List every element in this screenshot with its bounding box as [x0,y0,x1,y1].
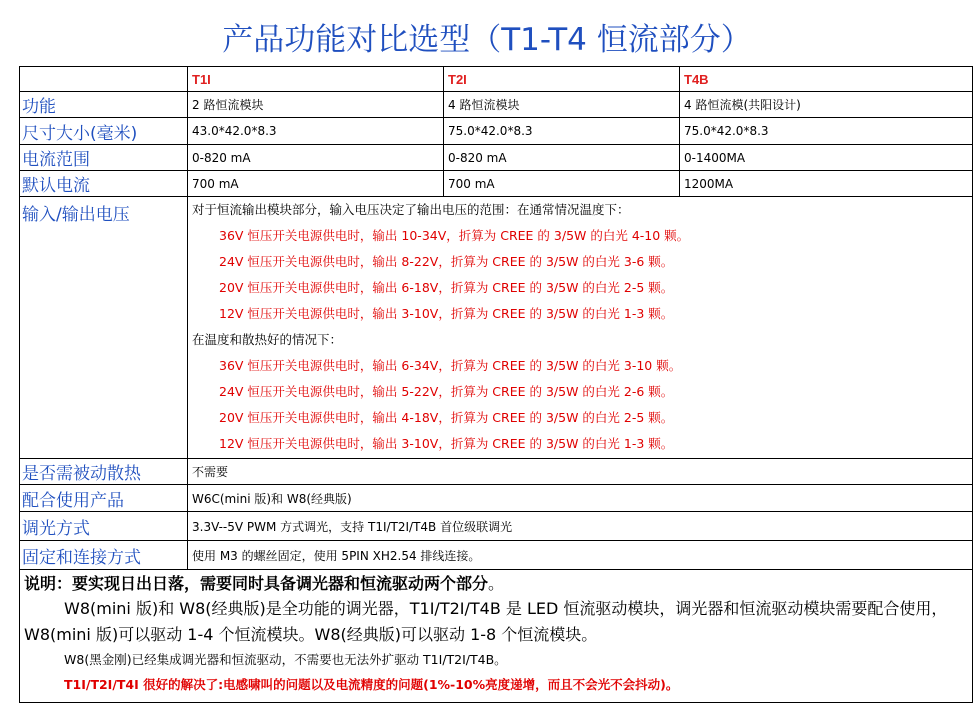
row-label: 默认电流 [20,171,188,197]
cell: 4 路恒流模块 [444,92,680,118]
row-label: 功能 [20,92,188,118]
cell: 不需要 [188,459,973,485]
voltage-line: 20V 恒压开关电源供电时，输出 4-18V，折算为 CREE 的 3/5W 的白光 2-5 颗。 [219,410,674,425]
table-row [20,485,973,512]
note-paragraph-3: T1I/T2I/T4I 很好的解决了:电感啸叫的问题以及电流精度的问题(1%-10%亮度递增，而且不会光不会抖动)。 [64,677,679,692]
cell: 3.3V--5V PWM 方式调光，支持 T1I/T2I/T4B 首位级联调光 [188,512,973,541]
row-label: 输入/输出电压 [20,197,188,459]
voltage-line: 36V 恒压开关电源供电时，输出 10-34V，折算为 CREE 的 3/5W 的白光 4-10 颗。 [219,228,690,243]
note-heading-bold: 说明：要实现日出日落，需要同时具备调光器和恒流驱动两个部分 [24,574,489,593]
row-label: 配合使用产品 [20,485,188,512]
note-paragraph-2: W8(黑金刚)已经集成调光器和恒流驱动，不需要也无法外扩驱动 T1I/T2I/T4B。 [64,652,507,667]
cell: 4 路恒流模(共阳设计) [680,92,973,118]
note-heading [24,572,968,596]
voltage-line: 12V 恒压开关电源供电时，输出 3-10V，折算为 CREE 的 3/5W 的白光 1-3 颗。 [219,436,674,451]
table-row [20,459,973,485]
cell: 700 mA [444,171,680,197]
table-row [20,145,973,171]
header-empty [20,67,188,92]
row-label: 尺寸大小(毫米) [20,118,188,145]
page-title: 产品功能对比选型（T1-T4 恒流部分） [222,22,752,58]
cell: 0-1400MA [680,145,973,171]
table-header-row [20,67,973,92]
note-paragraph-1: W8(mini 版)和 W8(经典版)是全功能的调光器，T1I/T2I/T4B 是 LED 恒流驱动模块，调光器和恒流驱动模块需要配合使用，W8(mini 版)可以驱动 1-4 个恒流模块。W8(经典版)可以驱动 1-8 个恒流模块。 [24,599,948,644]
cell: 75.0*42.0*8.3 [444,118,680,145]
voltage-line: 24V 恒压开关电源供电时，输出 8-22V，折算为 CREE 的 3/5W 的白光 3-6 颗。 [219,254,674,269]
voltage-content [188,197,973,459]
cell: W6C(mini 版)和 W8(经典版) [188,485,973,512]
row-label: 固定和连接方式 [20,541,188,570]
header-t4b: T4B [680,67,973,92]
table-row [20,92,973,118]
table-row [20,118,973,145]
comparison-table [19,66,973,703]
voltage-intro: 对于恒流输出模块部分，输入电压决定了输出电压的范围：在通常情况温度下： [192,202,630,217]
voltage-line: 12V 恒压开关电源供电时，输出 3-10V，折算为 CREE 的 3/5W 的白光 1-3 颗。 [219,306,674,321]
header-t1i: T1I [188,67,444,92]
voltage-line: 20V 恒压开关电源供电时，输出 6-18V，折算为 CREE 的 3/5W 的白光 2-5 颗。 [219,280,674,295]
note-row [20,570,973,703]
cell: 700 mA [188,171,444,197]
note-cell [20,570,973,703]
row-label: 电流范围 [20,145,188,171]
row-label: 调光方式 [20,512,188,541]
table-row [20,171,973,197]
cell: 1200MA [680,171,973,197]
row-label: 是否需被动散热 [20,459,188,485]
table-row [20,541,973,570]
voltage-line: 24V 恒压开关电源供电时，输出 5-22V，折算为 CREE 的 3/5W 的白光 2-6 颗。 [219,384,674,399]
table-row [20,512,973,541]
cell: 使用 M3 的螺丝固定，使用 5PIN XH2.54 排线连接。 [188,541,973,570]
cell: 2 路恒流模块 [188,92,444,118]
header-t2i: T2I [444,67,680,92]
cell: 0-820 mA [444,145,680,171]
voltage-row [20,197,973,459]
cell: 75.0*42.0*8.3 [680,118,973,145]
voltage-good-intro: 在温度和散热好的情况下： [192,332,343,347]
cell: 0-820 mA [188,145,444,171]
cell: 43.0*42.0*8.3 [188,118,444,145]
note-heading-end: 。 [488,574,505,593]
voltage-line: 36V 恒压开关电源供电时，输出 6-34V，折算为 CREE 的 3/5W 的白光 3-10 颗。 [219,358,682,373]
